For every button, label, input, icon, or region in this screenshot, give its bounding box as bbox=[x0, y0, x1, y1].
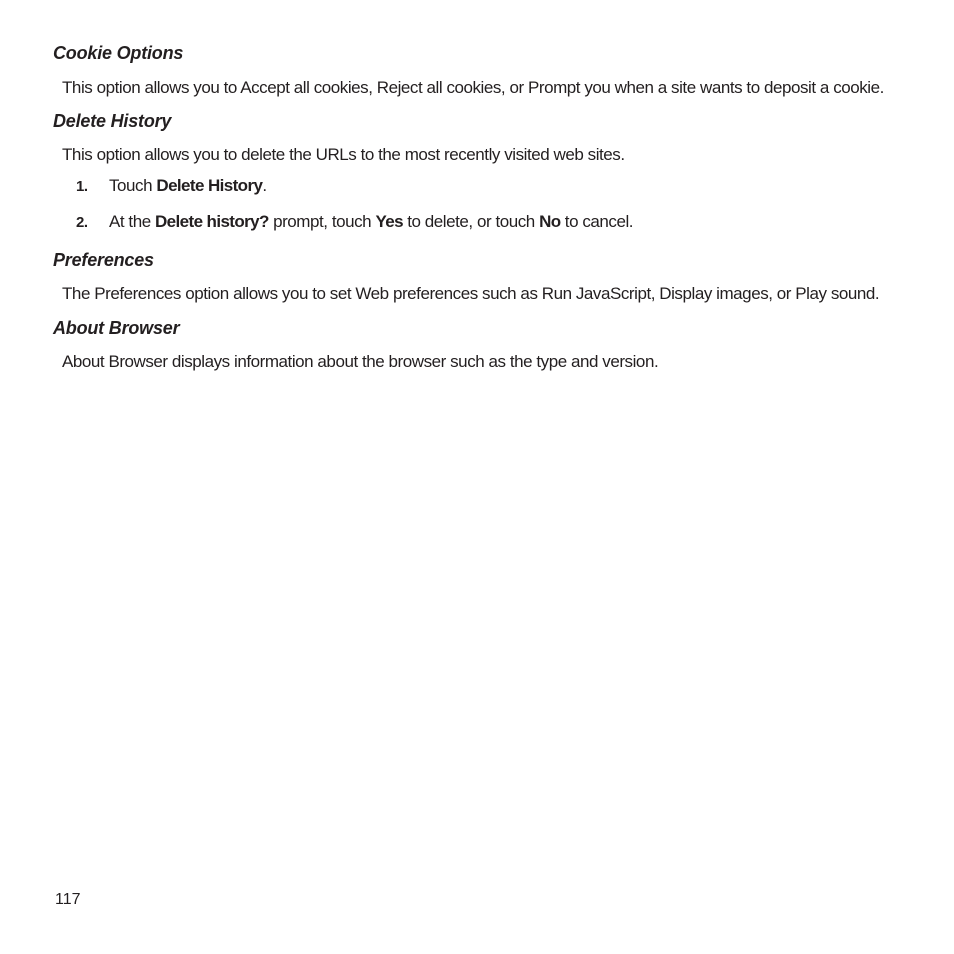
step-2-no: No bbox=[539, 212, 561, 231]
page-number: 117 bbox=[55, 891, 81, 908]
cookie-options-text: This option allows you to Accept all cookies, Reject all cookies, or Prompt you when a site wants to deposit a cookie. bbox=[62, 78, 884, 97]
step-2-mid1: prompt, touch bbox=[268, 212, 376, 231]
step-1-pre: Touch bbox=[109, 176, 157, 195]
step-2-number: 2. bbox=[76, 214, 88, 231]
step-2-pre: At the bbox=[109, 212, 155, 231]
step-1-post: . bbox=[262, 176, 267, 195]
step-1-delete-history: Delete History bbox=[156, 176, 263, 195]
about-browser-text: About Browser displays information about the browser such as the type and version. bbox=[62, 352, 659, 371]
step-1-number: 1. bbox=[76, 178, 88, 195]
about-browser-heading: About Browser bbox=[53, 318, 180, 338]
step-2-post: to cancel. bbox=[560, 212, 634, 231]
step-1 bbox=[76, 176, 267, 196]
cookie-options-heading: Cookie Options bbox=[53, 43, 184, 63]
preferences-text: The Preferences option allows you to set Web preferences such as Run JavaScript, Display images, or Play sound. bbox=[62, 284, 880, 303]
delete-history-heading: Delete History bbox=[53, 111, 172, 131]
delete-history-text: This option allows you to delete the URLs to the most recently visited web sites. bbox=[62, 145, 625, 164]
step-2-mid2: to delete, or touch bbox=[402, 212, 540, 231]
step-2 bbox=[76, 212, 633, 232]
preferences-heading: Preferences bbox=[53, 250, 154, 270]
step-2-delete-history-prompt: Delete history? bbox=[155, 212, 269, 231]
step-2-yes: Yes bbox=[375, 212, 403, 231]
